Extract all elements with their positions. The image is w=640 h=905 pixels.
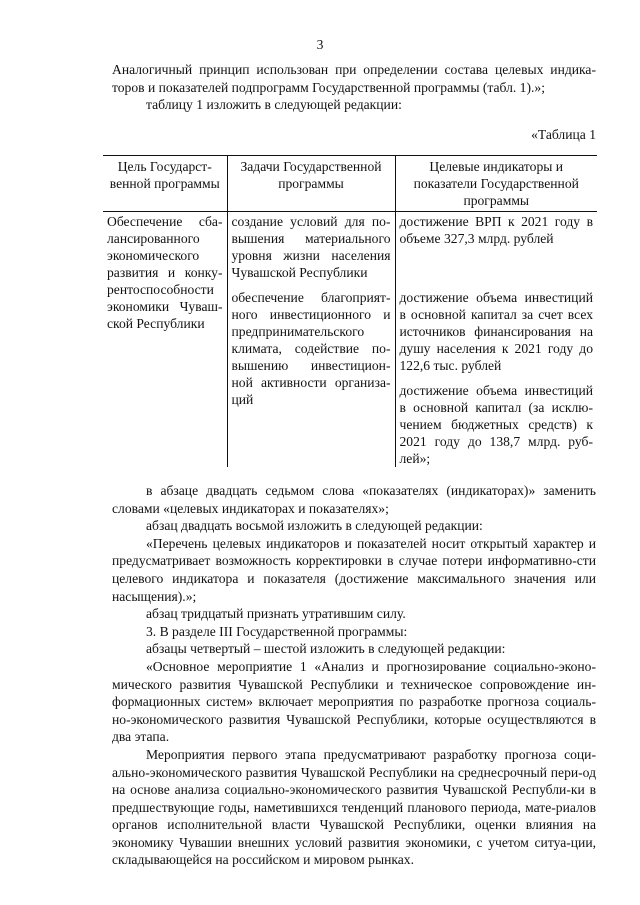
- indicator-cell-1: достижение ВРП к 2021 году в объеме 327,3 млрд. рублей: [399, 214, 593, 246]
- table-row: [103, 212, 597, 282]
- table-caption: «Таблица 1: [531, 127, 596, 142]
- goal-cell: Обеспечение сба-лансированного экономического развития и конку-рентоспособности экономики Чуваш-ской Республики: [103, 212, 227, 468]
- task-cell-1: создание условий для по-вышения материального уровня жизни населения Чувашской Республики: [227, 212, 395, 282]
- body-paragraph-6: абзацы четвертый – шестой изложить в следующей редакции:: [146, 641, 506, 657]
- intro-section: [112, 61, 596, 114]
- indicators-table: [103, 155, 597, 467]
- body-paragraph-2: абзац двадцать восьмой изложить в следующей редакции:: [146, 518, 483, 534]
- indicator-cell-3: достижение объема инвестиций в основной капитал (за исклю-чением бюджетных средств) к 2021 году до 138,7 млрд. руб-лей»;: [399, 383, 593, 466]
- intro-paragraph-1: Аналогичный принцип использован при определении состава целевых индика-торов и показателей подпрограмм Государственной программы (табл. 1).»;: [112, 62, 596, 95]
- body-section: [112, 482, 596, 869]
- body-paragraph-4: абзац тридцатый признать утратившим силу.: [146, 606, 406, 622]
- table-header-row: [103, 156, 597, 212]
- header-indicators: Целевые индикаторы и показатели Государственной программы: [395, 156, 597, 212]
- indicator-cell-2: достижение объема инвестиций в основной капитал за счет всех источников финансирования на душу населения к 2021 году до 122,6 тыс. рублей: [399, 290, 593, 373]
- body-paragraph-1: в абзаце двадцать седьмом слова «показателях (индикаторах)» заменить словами «целевых индикаторах и показателях»;: [112, 483, 596, 516]
- intro-paragraph-2: таблицу 1 изложить в следующей редакции:: [146, 97, 402, 113]
- body-paragraph-3: «Перечень целевых индикаторов и показателей носит открытый характер и предусматривает возможность корректировки в случае потери информативно-сти целевого индикатора и показателя (достижение максимального значения или насыщения).»;: [112, 535, 596, 604]
- body-paragraph-7: «Основное мероприятие 1 «Анализ и прогнозирование социально-эконо-мического развития Чувашской Республики и техническое сопровождение ин-формационных систем» включает мероприятия по разработке прогноза социаль-но-экономического развития Чувашской Республики, которые осуществляются в два этапа.: [112, 658, 596, 745]
- header-goal: Цель Государст-венной программы: [103, 156, 227, 212]
- page-number: 3: [316, 37, 324, 52]
- task-cell-2: обеспечение благоприят-ного инвестиционного и предпринимательского климата, содействие по-вышению инвестицион-ной активности организа-ций: [227, 281, 395, 467]
- body-paragraph-8: Мероприятия первого этапа предусматривают разработку прогноза соци-ально-экономического развития Чувашской Республики на среднесрочный пери-од на основе анализа социально-экономического развития Чувашской Республи-ки в предшествующие годы, наметившихся тенденций планового периода, мате-риалов органов исполнительной власти Чувашской Республики, оценки влияния на экономику Чувашии внешних условий развития экономики, с учетом ситуа-ции, складывающейся на российском и мировом рынках.: [112, 746, 596, 868]
- header-tasks: Задачи Государственной программы: [227, 156, 395, 212]
- body-paragraph-5: 3. В разделе III Государственной программы:: [146, 623, 408, 639]
